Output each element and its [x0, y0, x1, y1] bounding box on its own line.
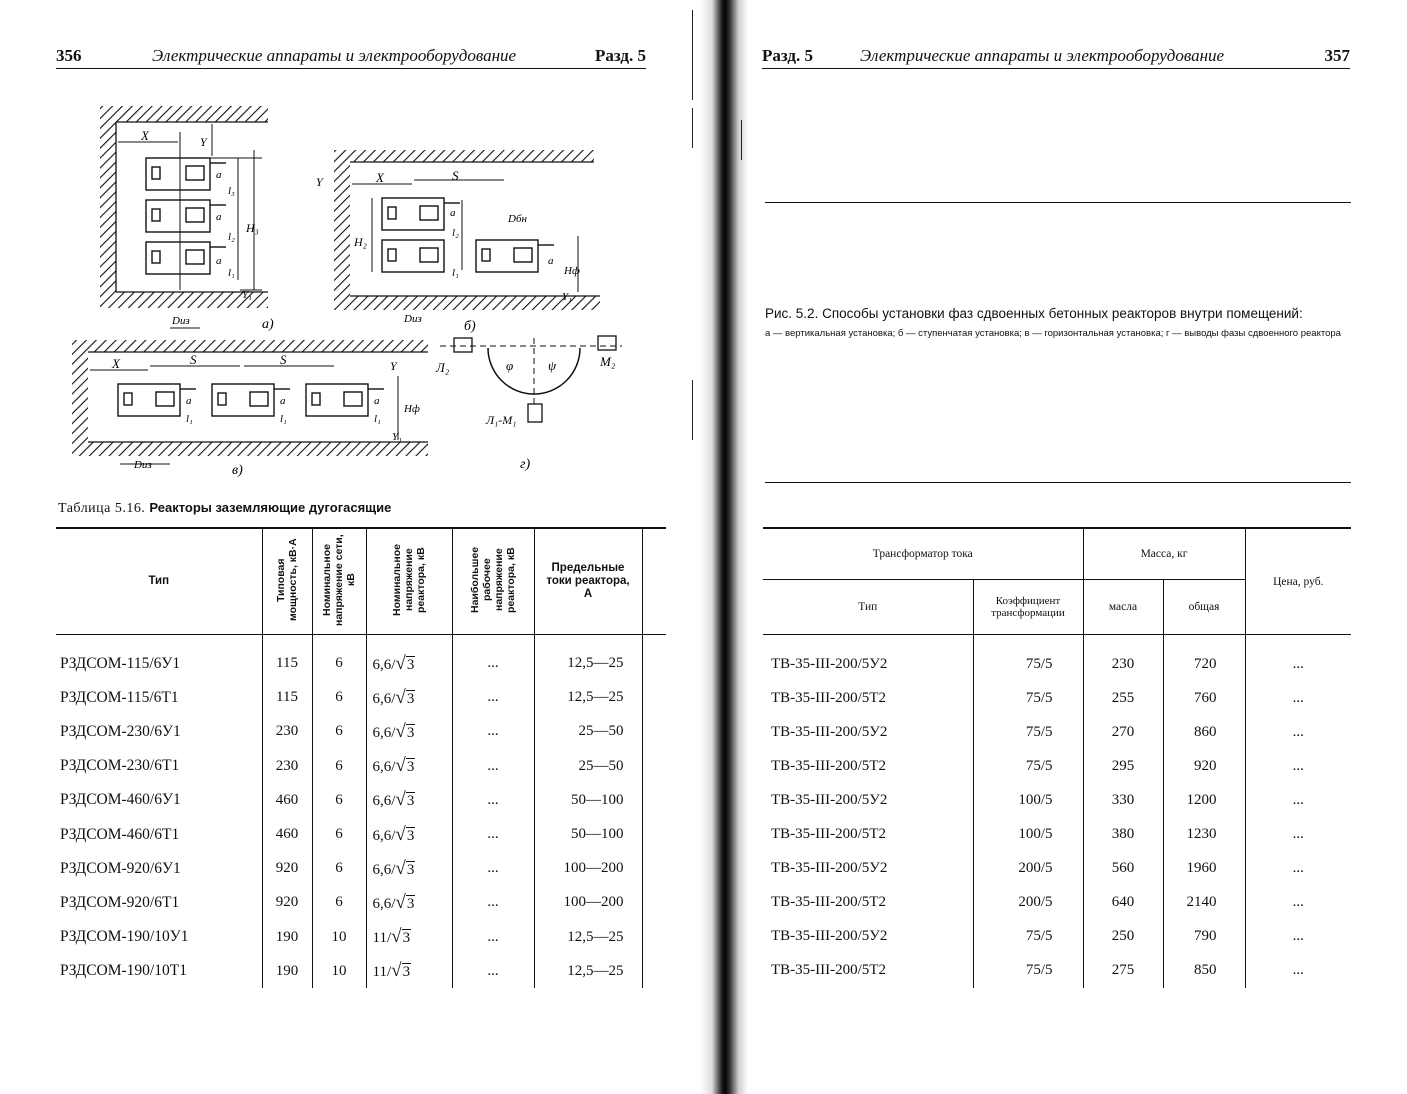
cell-power: 115: [262, 681, 312, 715]
cell-oil-mass: 330: [1083, 783, 1163, 817]
cell-net-voltage: 6: [312, 634, 366, 681]
dim-a-x: X: [141, 128, 149, 143]
voltage-numerator: 6,6/: [372, 895, 396, 912]
cell-power: 190: [262, 920, 312, 954]
dim-b-h2: H₂: [354, 235, 367, 249]
voltage-numerator: 6,6/: [372, 759, 396, 776]
table-row: [56, 634, 666, 681]
sqrt-symbol: [395, 824, 415, 846]
radical-icon: √: [395, 789, 406, 811]
dim-v-s2: S: [280, 352, 287, 367]
dim-a-h3: H₃: [246, 221, 259, 235]
angle-phi: φ: [506, 358, 514, 373]
dim-b-l1: l₁: [452, 267, 459, 279]
cell-type: РЗДСОМ-115/6Т1: [60, 688, 179, 706]
cell-total-mass: 790: [1163, 920, 1245, 954]
dim-a-a1: а: [216, 169, 222, 181]
dim-b-l2: l₂: [452, 227, 459, 239]
dim-b-a: а: [450, 207, 456, 219]
cell-empty: [642, 749, 666, 783]
left-page: [0, 0, 700, 1094]
dim-v-a2: а: [280, 395, 286, 407]
radical-icon: √: [395, 686, 406, 708]
cell-empty: [642, 783, 666, 817]
cell-price: ...: [1245, 886, 1351, 920]
cell-net-voltage: 6: [312, 817, 366, 851]
cell-ratio: 75/5: [973, 681, 1083, 715]
sqrt-symbol: [391, 960, 411, 982]
cell-oil-mass: 230: [1083, 635, 1163, 682]
table-5-16-title: [58, 500, 391, 517]
cell-ratio: 200/5: [973, 886, 1083, 920]
col-header-empty: [642, 528, 666, 634]
dim-a-l1: l₁: [228, 267, 235, 279]
cell-reactor-voltage: [366, 954, 452, 988]
cell-oil-mass: 255: [1083, 681, 1163, 715]
table-5-16-prefix: Таблица 5.16.: [58, 501, 146, 516]
dim-v-hf: Hф: [404, 403, 420, 415]
cell-type: РЗДСОМ-920/6У1: [60, 859, 181, 877]
cell-max-voltage: ...: [452, 783, 534, 817]
voltage-root-arg: 3: [406, 861, 415, 878]
table-5-16: [56, 527, 666, 988]
cell-price: ...: [1245, 681, 1351, 715]
dim-v-a1: а: [186, 395, 192, 407]
cell-max-voltage: ...: [452, 852, 534, 886]
cell-ratio: 200/5: [973, 852, 1083, 886]
col-header-price: Цена, руб.: [1245, 528, 1351, 635]
radical-icon: √: [391, 960, 402, 982]
sqrt-symbol: [395, 653, 415, 675]
voltage-root-arg: 3: [406, 827, 415, 844]
dim-a-a2: а: [216, 211, 222, 223]
dim-v-y1: Y₁: [392, 431, 402, 443]
col-header-net-voltage: Номинальное напряжение сети, кВ: [312, 528, 366, 634]
cell-net-voltage: 6: [312, 852, 366, 886]
sqrt-symbol: [395, 755, 415, 777]
dim-v-diz: Dиз: [134, 459, 152, 471]
dim-a-y1: Y₁: [242, 289, 252, 301]
table-row: [763, 715, 1351, 749]
dim-v-l1a: l₁: [186, 413, 193, 425]
cell-power: 230: [262, 749, 312, 783]
cell-tv-type: ТВ-35-III-200/5У2: [771, 928, 888, 945]
cell-price: ...: [1245, 749, 1351, 783]
cell-price: ...: [1245, 852, 1351, 886]
angle-psi: ψ: [548, 358, 557, 373]
dim-b-hf: Hф: [564, 265, 580, 277]
dim-a-a3: а: [216, 255, 222, 267]
cell-tv-type: ТВ-35-III-200/5Т2: [771, 757, 886, 774]
col-header-total: общая: [1163, 580, 1245, 635]
cell-currents: 12,5—25: [534, 634, 642, 681]
drawing-b-stepped: [316, 150, 600, 334]
cell-ratio: 75/5: [973, 715, 1083, 749]
voltage-numerator: 11/: [372, 964, 392, 981]
cell-type: РЗДСОМ-460/6Т1: [60, 825, 180, 843]
drawing-g-terminals: [435, 336, 622, 472]
table-row: [56, 852, 666, 886]
table-row: [56, 886, 666, 920]
table-row: [56, 681, 666, 715]
dim-v-x: X: [112, 356, 120, 371]
cell-type: РЗДСОМ-230/6Т1: [60, 757, 180, 775]
cell-oil-mass: 640: [1083, 886, 1163, 920]
voltage-numerator: 6,6/: [372, 656, 396, 673]
col-header-oil: масла: [1083, 580, 1163, 635]
voltage-numerator: 6,6/: [372, 827, 396, 844]
table-row: [763, 817, 1351, 851]
table-row: [56, 954, 666, 988]
cell-max-voltage: ...: [452, 920, 534, 954]
cell-max-voltage: ...: [452, 681, 534, 715]
cell-price: ...: [1245, 920, 1351, 954]
rule-bottom: [765, 482, 1351, 483]
cell-oil-mass: 275: [1083, 954, 1163, 988]
dim-a-l2: l₂: [228, 231, 235, 243]
voltage-root-arg: 3: [406, 759, 415, 776]
dim-v-s1: S: [190, 352, 197, 367]
cell-currents: 50—100: [534, 817, 642, 851]
column-tick-1: [692, 10, 693, 100]
cell-price: ...: [1245, 954, 1351, 988]
cell-reactor-voltage: [366, 783, 452, 817]
cell-total-mass: 720: [1163, 635, 1245, 682]
table-row: [56, 715, 666, 749]
radical-icon: √: [395, 720, 406, 742]
cell-currents: 50—100: [534, 783, 642, 817]
right-running-title: Электрические аппараты и электрооборудование: [860, 46, 1225, 65]
cell-ratio: 75/5: [973, 954, 1083, 988]
rule-top: [765, 202, 1351, 203]
cell-reactor-voltage: [366, 749, 452, 783]
cell-type: РЗДСОМ-230/6У1: [60, 722, 181, 740]
radical-icon: √: [395, 857, 406, 879]
cell-type: РЗДСОМ-190/10У1: [60, 928, 189, 946]
col-group-transformer: Трансформатор тока: [763, 528, 1083, 580]
left-page-number: 356: [56, 46, 82, 65]
cell-oil-mass: 380: [1083, 817, 1163, 851]
cell-ratio: 100/5: [973, 817, 1083, 851]
figure-5-2-drawings: [0, 0, 700, 490]
cell-type: РЗДСОМ-190/10Т1: [60, 962, 187, 980]
cell-reactor-voltage: [366, 681, 452, 715]
terminal-l1m1: Л₁-M₁: [486, 413, 517, 427]
sqrt-symbol: [395, 858, 415, 880]
table-row: [763, 954, 1351, 988]
cell-total-mass: 2140: [1163, 886, 1245, 920]
voltage-root-arg: 3: [406, 793, 415, 810]
cell-price: ...: [1245, 817, 1351, 851]
cell-tv-type: ТВ-35-III-200/5У2: [771, 655, 888, 672]
radical-icon: √: [395, 755, 406, 777]
radical-icon: √: [391, 926, 402, 948]
table-5-16-name: Реакторы заземляющие дугогасящие: [149, 500, 392, 515]
sqrt-symbol: [395, 892, 415, 914]
cell-tv-type: ТВ-35-III-200/5У2: [771, 860, 888, 877]
cell-price: ...: [1245, 783, 1351, 817]
cell-reactor-voltage: [366, 920, 452, 954]
sqrt-symbol: [395, 687, 415, 709]
dim-v-a3: а: [374, 395, 380, 407]
cell-net-voltage: 10: [312, 954, 366, 988]
cell-currents: 12,5—25: [534, 920, 642, 954]
cell-max-voltage: ...: [452, 886, 534, 920]
table-row: [763, 920, 1351, 954]
label-g: г): [520, 457, 531, 472]
cell-price: ...: [1245, 715, 1351, 749]
radical-icon: √: [395, 652, 406, 674]
cell-empty: [642, 886, 666, 920]
sqrt-symbol: [395, 789, 415, 811]
terminal-l2: Л₂: [436, 360, 450, 375]
dim-b-s: S: [452, 168, 459, 183]
col-header-ratio: Коэффициент трансформации: [973, 580, 1083, 635]
dim-v-y: Y: [390, 359, 397, 373]
col-header-power: Типовая мощность, кВ·А: [262, 528, 312, 634]
voltage-numerator: 6,6/: [372, 793, 396, 810]
cell-empty: [642, 681, 666, 715]
cell-ratio: 100/5: [973, 783, 1083, 817]
cell-power: 460: [262, 783, 312, 817]
cell-type: РЗДСОМ-115/6У1: [60, 654, 181, 672]
cell-max-voltage: ...: [452, 634, 534, 681]
right-page-number: 357: [1324, 46, 1350, 65]
table-row: [763, 749, 1351, 783]
cell-max-voltage: ...: [452, 715, 534, 749]
current-transformer-table: [763, 527, 1351, 988]
dim-b-a2: а: [548, 255, 554, 267]
dim-v-l1b: l₁: [280, 413, 287, 425]
dim-b-y1: Y₁: [562, 291, 572, 303]
dim-v-l1c: l₁: [374, 413, 381, 425]
cell-reactor-voltage: [366, 852, 452, 886]
cell-empty: [642, 852, 666, 886]
cell-oil-mass: 250: [1083, 920, 1163, 954]
cell-empty: [642, 634, 666, 681]
table-row: [56, 749, 666, 783]
label-v: в): [232, 463, 243, 478]
dim-a-l3: l₃: [228, 185, 235, 197]
cell-total-mass: 1960: [1163, 852, 1245, 886]
label-b: б): [464, 319, 476, 334]
cell-max-voltage: ...: [452, 817, 534, 851]
col-header-reactor-voltage: Номинальное напряжение реактора, кВ: [366, 528, 452, 634]
cell-tv-type: ТВ-35-III-200/5Т2: [771, 894, 886, 911]
figure-caption: [765, 306, 1350, 339]
col-header-tv-type: Тип: [858, 601, 878, 613]
cell-empty: [642, 817, 666, 851]
voltage-numerator: 11/: [372, 930, 392, 947]
cell-power: 230: [262, 715, 312, 749]
left-section: Разд. 5: [594, 46, 646, 65]
cell-reactor-voltage: [366, 715, 452, 749]
table-row: [763, 886, 1351, 920]
cell-oil-mass: 270: [1083, 715, 1163, 749]
cell-currents: 12,5—25: [534, 954, 642, 988]
voltage-root-arg: 3: [406, 656, 415, 673]
cell-total-mass: 1200: [1163, 783, 1245, 817]
col-group-mass: Масса, кг: [1083, 528, 1245, 580]
table-row: [56, 920, 666, 954]
cell-tv-type: ТВ-35-III-200/5Т2: [771, 826, 886, 843]
cell-tv-type: ТВ-35-III-200/5Т2: [771, 962, 886, 979]
cell-max-voltage: ...: [452, 749, 534, 783]
cell-total-mass: 920: [1163, 749, 1245, 783]
dim-a-diz: Dиз: [172, 315, 190, 327]
column-tick-2: [692, 108, 693, 148]
cell-price: ...: [1245, 635, 1351, 682]
column-tick-4: [741, 120, 742, 160]
voltage-root-arg: 3: [402, 930, 411, 947]
terminal-m2: M₂: [600, 354, 616, 369]
right-running-head: [762, 44, 1350, 69]
cell-currents: 25—50: [534, 715, 642, 749]
cell-power: 920: [262, 886, 312, 920]
cell-reactor-voltage: [366, 634, 452, 681]
cell-currents: 100—200: [534, 886, 642, 920]
cell-power: 115: [262, 634, 312, 681]
cell-net-voltage: 6: [312, 749, 366, 783]
dim-a-y: Y: [200, 135, 207, 149]
cell-max-voltage: ...: [452, 954, 534, 988]
table-row: [56, 783, 666, 817]
drawing-a-vertical: [100, 106, 274, 332]
caption-legend: а — вертикальная установка; б — ступенчатая установка; в — горизонтальная установка; г — выводы фазы сдвоенного реактора: [765, 328, 1341, 339]
dim-b-diz: Dиз: [404, 313, 422, 325]
cell-type: РЗДСОМ-920/6Т1: [60, 893, 180, 911]
cell-total-mass: 850: [1163, 954, 1245, 988]
cell-total-mass: 860: [1163, 715, 1245, 749]
dim-b-x: X: [376, 170, 384, 185]
cell-ratio: 75/5: [973, 635, 1083, 682]
table-row: [763, 681, 1351, 715]
col-header-type: Тип: [148, 574, 170, 587]
cell-empty: [642, 920, 666, 954]
drawing-v-horizontal: [72, 340, 428, 478]
table-row: [763, 852, 1351, 886]
voltage-root-arg: 3: [402, 964, 411, 981]
cell-power: 190: [262, 954, 312, 988]
cell-empty: [642, 715, 666, 749]
cell-reactor-voltage: [366, 817, 452, 851]
voltage-numerator: 6,6/: [372, 724, 396, 741]
cell-net-voltage: 6: [312, 886, 366, 920]
cell-oil-mass: 560: [1083, 852, 1163, 886]
cell-empty: [642, 954, 666, 988]
col-header-currents: Предельные токи реактора, А: [534, 528, 642, 634]
voltage-root-arg: 3: [406, 724, 415, 741]
dim-b-dbn: Dбн: [508, 213, 527, 225]
sqrt-symbol: [391, 926, 411, 948]
cell-ratio: 75/5: [973, 749, 1083, 783]
sqrt-symbol: [395, 721, 415, 743]
cell-tv-type: ТВ-35-III-200/5Т2: [771, 689, 886, 706]
col-header-max-voltage: Наибольшее рабочее напряжение реактора, кВ: [452, 528, 534, 634]
cell-currents: 100—200: [534, 852, 642, 886]
cell-tv-type: ТВ-35-III-200/5У2: [771, 723, 888, 740]
cell-total-mass: 1230: [1163, 817, 1245, 851]
radical-icon: √: [395, 823, 406, 845]
cell-tv-type: ТВ-35-III-200/5У2: [771, 791, 888, 808]
voltage-root-arg: 3: [406, 690, 415, 707]
voltage-numerator: 6,6/: [372, 690, 396, 707]
table-row: [763, 635, 1351, 682]
cell-ratio: 75/5: [973, 920, 1083, 954]
table-row: [56, 817, 666, 851]
dim-b-y: Y: [316, 175, 323, 189]
voltage-root-arg: 3: [406, 895, 415, 912]
label-a: а): [262, 317, 274, 332]
cell-currents: 12,5—25: [534, 681, 642, 715]
radical-icon: √: [395, 891, 406, 913]
cell-power: 920: [262, 852, 312, 886]
cell-net-voltage: 6: [312, 783, 366, 817]
cell-net-voltage: 6: [312, 681, 366, 715]
left-running-title: Электрические аппараты и электрооборудование: [152, 46, 517, 65]
cell-type: РЗДСОМ-460/6У1: [60, 791, 181, 809]
cell-net-voltage: 10: [312, 920, 366, 954]
table-row: [763, 783, 1351, 817]
cell-reactor-voltage: [366, 886, 452, 920]
cell-total-mass: 760: [1163, 681, 1245, 715]
caption-title: Рис. 5.2. Способы установки фаз сдвоенных бетонных реакторов внутри помещений:: [765, 306, 1303, 321]
cell-oil-mass: 295: [1083, 749, 1163, 783]
column-tick-3: [692, 380, 693, 440]
cell-currents: 25—50: [534, 749, 642, 783]
cell-net-voltage: 6: [312, 715, 366, 749]
cell-power: 460: [262, 817, 312, 851]
right-section: Разд. 5: [762, 46, 814, 65]
voltage-numerator: 6,6/: [372, 861, 396, 878]
